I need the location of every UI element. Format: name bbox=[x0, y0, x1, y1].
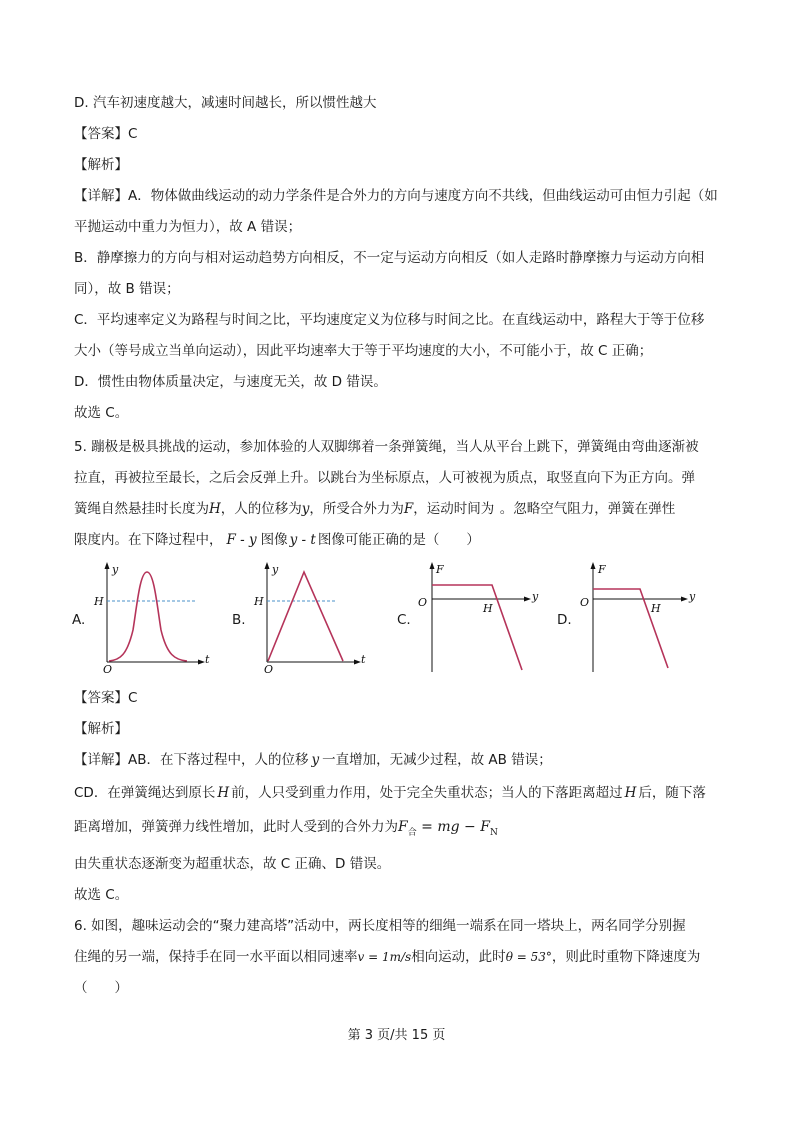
y-axis-arrow bbox=[681, 597, 688, 602]
symbol-h: H bbox=[209, 501, 221, 517]
question-6-line: （ ） bbox=[74, 980, 128, 996]
option-a-label: A. bbox=[72, 612, 86, 628]
y-axis-arrow bbox=[105, 562, 110, 569]
formula-f: F bbox=[398, 819, 408, 835]
f-curve bbox=[593, 589, 668, 668]
f-axis-label: F bbox=[598, 563, 606, 576]
symbol-y: y bbox=[311, 752, 320, 768]
question-text: ，人的位移为 bbox=[220, 501, 302, 517]
symbol-h: H bbox=[624, 785, 637, 801]
question-6-line: 6. 如图，趣味运动会的“聚力建高塔”活动中，两长度相等的细绳一端系在同一塔块上，两名同学分别握 bbox=[74, 918, 686, 934]
y-axis-arrow bbox=[524, 597, 531, 602]
explanation-line: 由失重状态逐渐变为超重状态，故 C 正确、D 错误。 bbox=[74, 856, 391, 872]
h-label: H bbox=[651, 602, 661, 615]
t-axis-label: t bbox=[205, 653, 210, 666]
answer-label: 【答案】C bbox=[74, 126, 138, 142]
origin-label: O bbox=[264, 663, 274, 676]
question-text: ，所受合外力为 bbox=[309, 501, 404, 517]
y-axis-label: y bbox=[272, 563, 279, 576]
explanation-line: D．惯性由物体质量决定，与速度无关，故 D 错误。 bbox=[74, 374, 387, 390]
graph-b bbox=[255, 560, 375, 675]
graph-c bbox=[415, 560, 545, 675]
question-text: ，运动时间为 bbox=[413, 501, 495, 517]
explanation-line bbox=[74, 750, 552, 770]
net-force-formula bbox=[398, 819, 498, 838]
symbol-h: H bbox=[217, 785, 230, 801]
option-d-label: D. bbox=[557, 612, 572, 628]
answer-label: 【答案】C bbox=[74, 690, 138, 706]
question-5-line: 5. 蹦极是极具挑战的运动，参加体验的人双脚绑着一条弹簧绳，当人从平台上跳下，弹簧绳由弯曲逐渐被 bbox=[74, 439, 699, 455]
t-axis-label: t bbox=[361, 653, 366, 666]
h-label: H bbox=[94, 595, 104, 608]
explanation-line: 平抛运动中重力为恒力），故 A 错误； bbox=[74, 219, 302, 235]
question-text: 相向运动，此时 bbox=[411, 949, 506, 965]
y-curve bbox=[109, 572, 187, 661]
symbol-f: F bbox=[403, 501, 414, 517]
question-text: 住绳的另一端，保持手在同一水平面以相同速率 bbox=[74, 949, 358, 965]
question-6-line bbox=[74, 947, 700, 967]
angle-value: θ = 53° bbox=[505, 950, 552, 964]
graph-d bbox=[578, 560, 708, 675]
question-text: 限度内。在下降过程中， bbox=[74, 532, 223, 548]
explanation-line: 大小（等号成立当单向运动），因此平均速率大于等于平均速度的大小，不可能小于，故 C 正确； bbox=[74, 343, 653, 359]
question-5-line bbox=[74, 530, 480, 550]
question-5-line: 拉直，再被拉至最长，之后会反弹上升。以跳台为坐标原点，人可被视为质点，取竖直向下为正方向。弹 bbox=[74, 470, 695, 486]
y-axis-arrow bbox=[265, 562, 270, 569]
graph-a bbox=[95, 560, 215, 675]
h-label: H bbox=[483, 602, 493, 615]
y-curve bbox=[268, 572, 343, 661]
question-5-line bbox=[74, 499, 675, 519]
f-curve bbox=[432, 585, 522, 670]
symbol-y: y bbox=[301, 501, 310, 517]
f-axis-label: F bbox=[436, 563, 444, 576]
symbol-f-y: F - y bbox=[226, 532, 257, 548]
page-footer: 第 3 页/共 15 页 bbox=[347, 1028, 446, 1043]
option-c-label: C. bbox=[397, 612, 411, 628]
explanation-line bbox=[74, 783, 706, 803]
explanation-line: 同），故 B 错误； bbox=[74, 281, 180, 297]
formula-body: = mg − F bbox=[416, 819, 490, 835]
f-axis-arrow bbox=[430, 562, 435, 569]
explanation-line: C．平均速率定义为路程与时间之比，平均速度定义为位移与时间之比。在直线运动中，路程大于等于位移 bbox=[74, 312, 705, 328]
question-text: 图像可能正确的是（ ） bbox=[317, 532, 480, 548]
option-b-label: B. bbox=[232, 612, 246, 628]
h-label: H bbox=[254, 595, 264, 608]
option-d-text: D. 汽车初速度越大，减速时间越长，所以惯性越大 bbox=[74, 95, 377, 111]
origin-label: O bbox=[418, 596, 428, 609]
t-axis-arrow bbox=[198, 660, 205, 665]
analysis-label: 【解析】 bbox=[74, 157, 128, 173]
question-text: 图像 bbox=[260, 532, 288, 548]
explanation-line: B．静摩擦力的方向与相对运动趋势方向相反，不一定与运动方向相反（如人走路时静摩擦力与运动方向相 bbox=[74, 250, 705, 266]
explanation-line: 【详解】A．物体做曲线运动的动力学条件是合外力的方向与速度方向不共线，但曲线运动可由恒力引起（如 bbox=[74, 188, 718, 204]
t-axis-arrow bbox=[354, 660, 361, 665]
f-axis-arrow bbox=[591, 562, 596, 569]
formula-sub-he: 合 bbox=[407, 827, 417, 838]
y-axis-label: y bbox=[689, 590, 696, 603]
formula-sub-n: N bbox=[489, 827, 498, 838]
explanation-text: 一直增加，无减少过程，故 AB 错误； bbox=[322, 752, 552, 768]
explanation-text: 后，随下落 bbox=[638, 785, 706, 801]
speed-value: v = 1m/s bbox=[357, 950, 412, 964]
question-text: 。忽略空气阻力，弹簧在弹性 bbox=[499, 501, 676, 517]
y-axis-label: y bbox=[112, 563, 119, 576]
analysis-label: 【解析】 bbox=[74, 721, 128, 737]
origin-label: O bbox=[103, 663, 113, 676]
explanation-text: 【详解】AB．在下落过程中，人的位移 bbox=[74, 752, 309, 768]
question-text: 簧绳自然悬挂时长度为 bbox=[74, 501, 209, 517]
symbol-y-t: y - t bbox=[289, 532, 316, 548]
choose-line: 故选 C。 bbox=[74, 405, 129, 421]
choose-line: 故选 C。 bbox=[74, 887, 129, 903]
explanation-line bbox=[74, 817, 498, 843]
y-axis-label: y bbox=[532, 590, 539, 603]
question-text: ，则此时重物下降速度为 bbox=[551, 949, 701, 965]
explanation-text: 距离增加，弹簧弹力线性增加，此时人受到的合外力为 bbox=[74, 819, 398, 835]
origin-label: O bbox=[580, 596, 590, 609]
explanation-text: 前，人只受到重力作用，处于完全失重状态；当人的下落距离超过 bbox=[231, 785, 623, 801]
explanation-text: CD．在弹簧绳达到原长 bbox=[74, 785, 216, 801]
